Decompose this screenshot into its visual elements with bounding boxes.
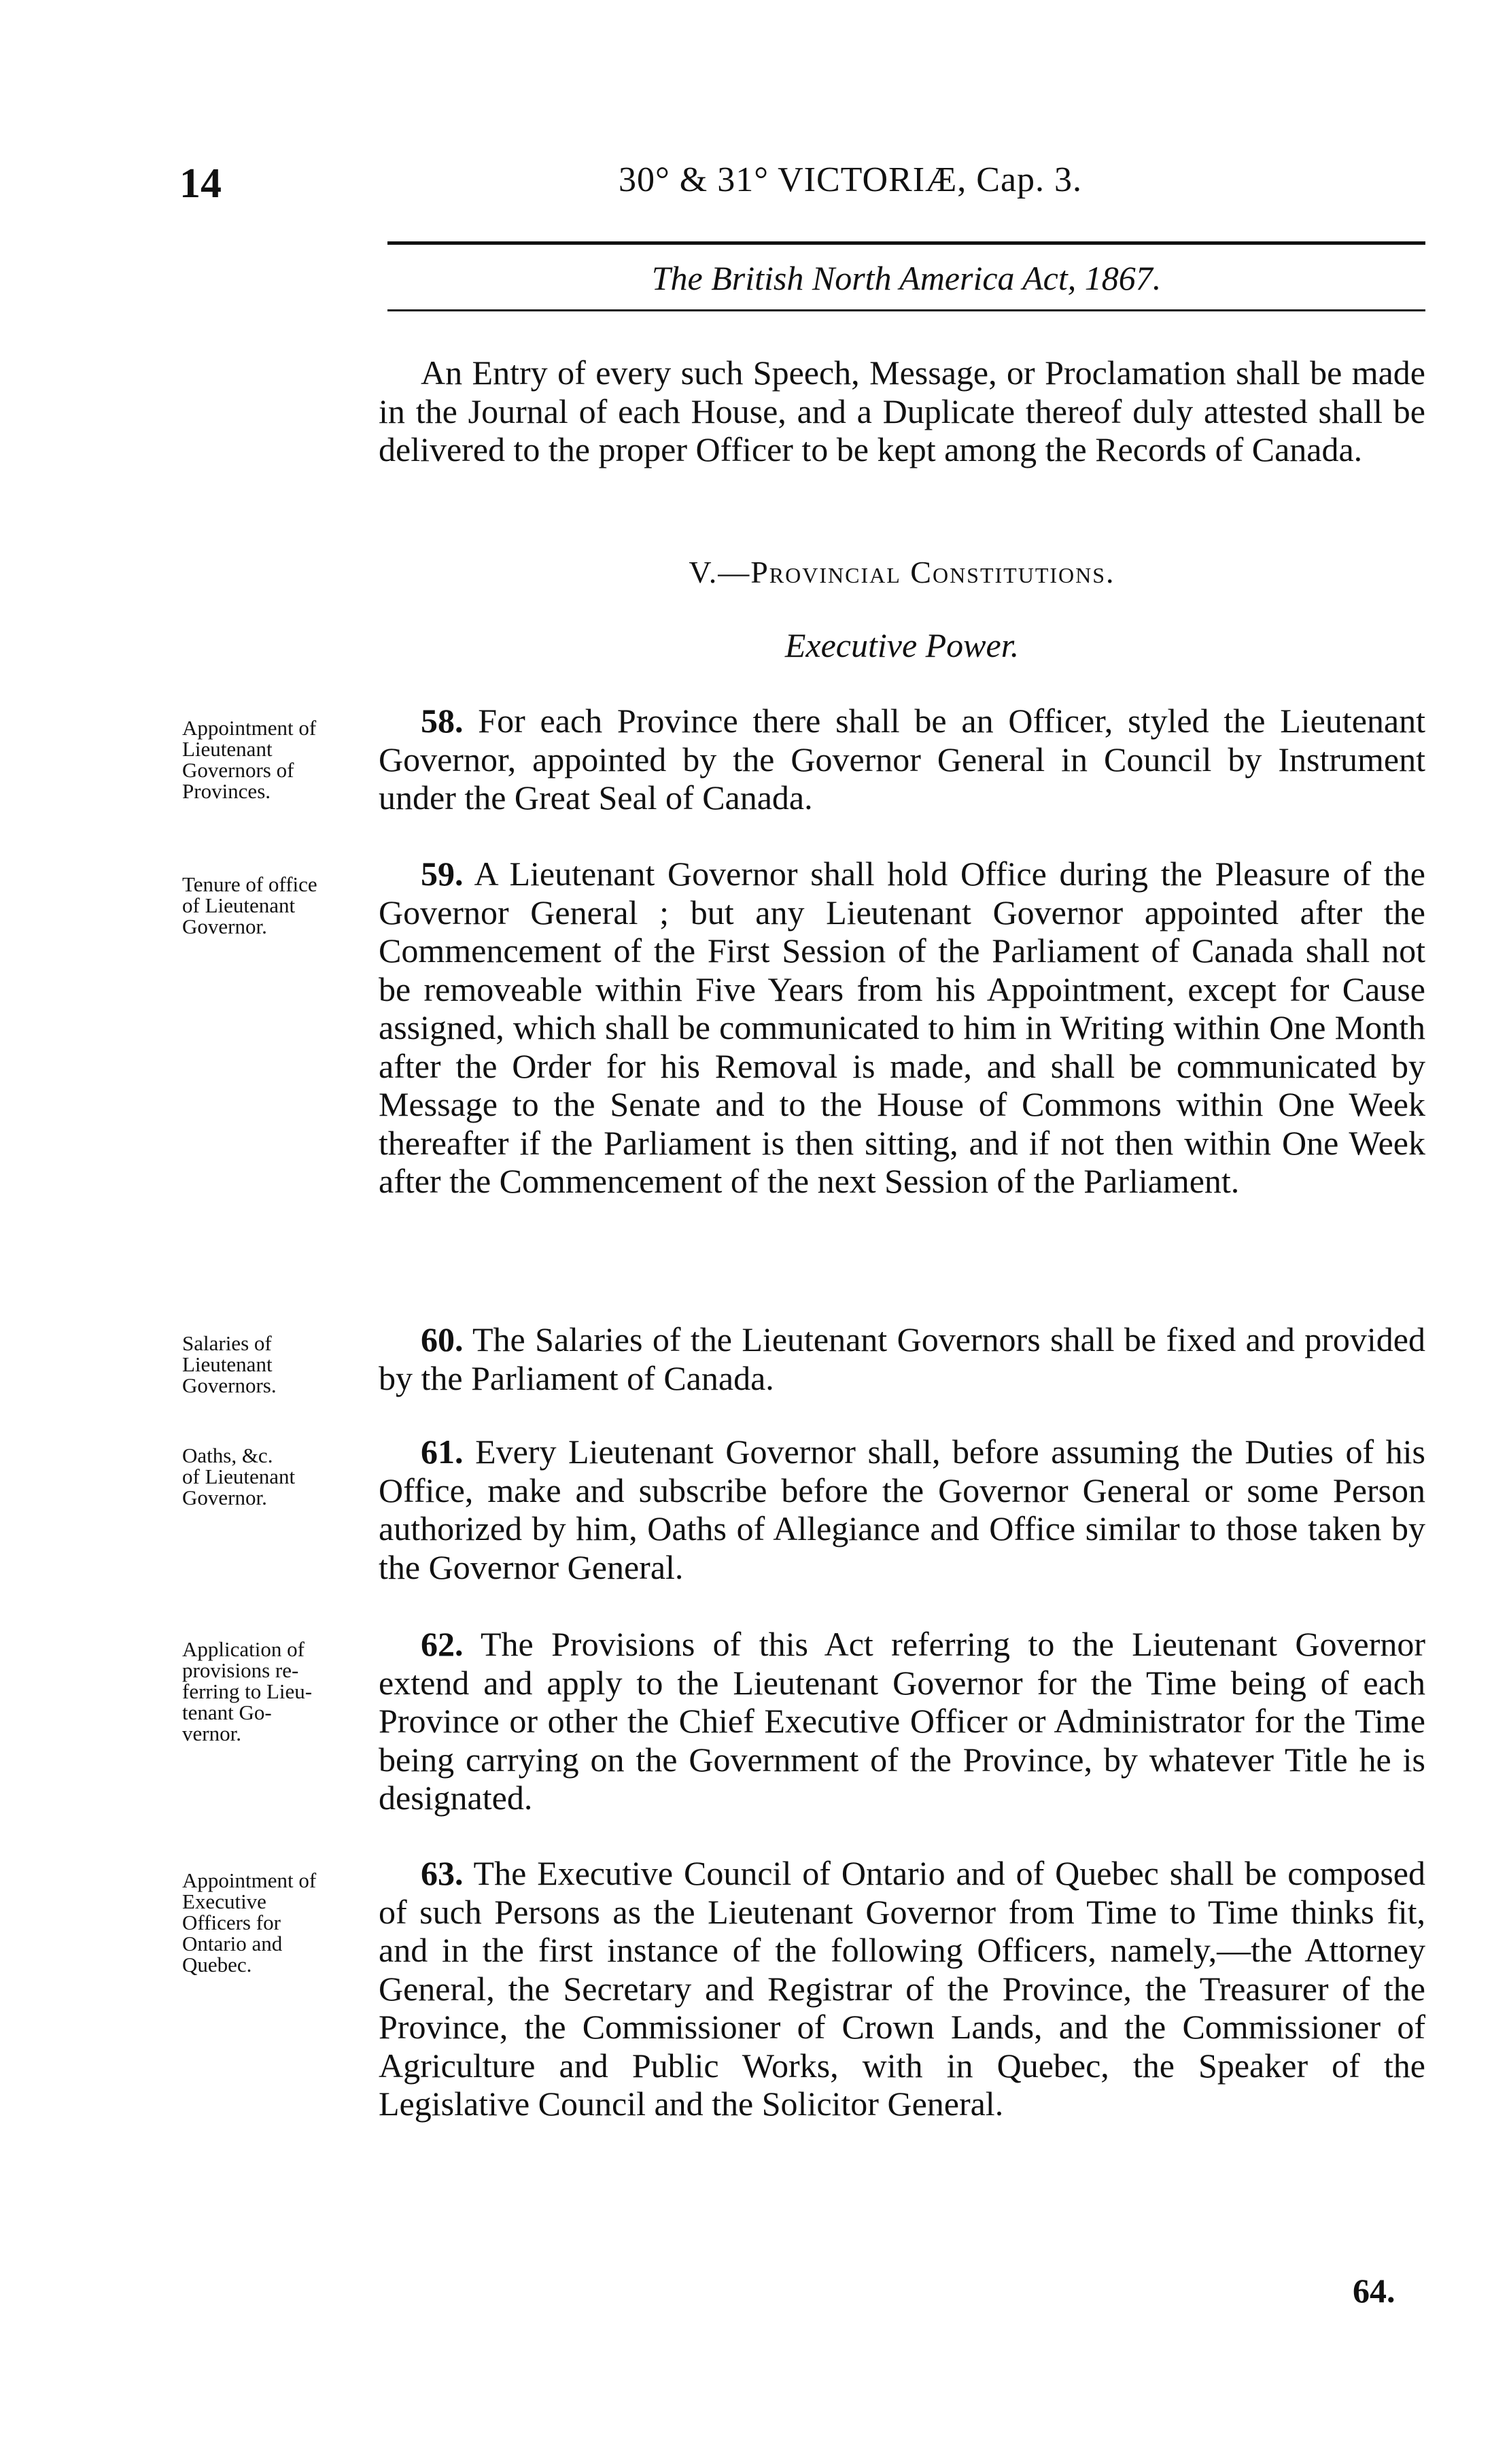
section-number: 59. <box>421 855 464 893</box>
section-text: The Provisions of this Act referring to the Lieutenant Governor extend and apply to the Lieutenant Governor for the Time being of each Province or other the Chief Executive Officer or Administrator for the Time being carrying on the Government of the Province, by whatever Title he is designated. <box>379 1625 1425 1817</box>
section-63 <box>379 1854 1425 2123</box>
section-60 <box>379 1320 1425 1397</box>
section-62 <box>379 1625 1425 1817</box>
section-number: 60. <box>421 1320 464 1358</box>
section-61 <box>379 1433 1425 1586</box>
margin-note-59: Tenure of office of Lieutenant Governor. <box>182 872 317 938</box>
section-59 <box>379 855 1425 1201</box>
section-text: For each Province there shall be an Officer, styled the Lieutenant Governor, appointed by the Governor General in Council by Instrument under the Great Seal of Canada. <box>379 702 1425 817</box>
subheading: Executive Power. <box>784 626 1020 664</box>
page-number: 14 <box>179 160 222 207</box>
intro-paragraph: An Entry of every such Speech, Message, or Proclamation shall be made in the Journal of each House, and a Duplicate thereof duly attested shall be delivered to the proper Officer to be kept among the Records of Canada. <box>379 354 1425 468</box>
running-title: 30° & 31° VICTORIÆ, Cap. 3. <box>619 160 1083 199</box>
bottom-rule <box>387 309 1425 311</box>
page-header <box>0 160 1492 207</box>
margin-note-62: Application of provisions re- ferring to Lieu- tenant Go- vernor. <box>182 1637 313 1745</box>
section-number: 63. <box>421 1854 464 1892</box>
section-heading <box>379 554 1425 590</box>
section-text: The Salaries of the Lieutenant Governors shall be fixed and provided by the Parliament of Canada. <box>379 1320 1425 1397</box>
catchword: 64. <box>1353 2272 1395 2310</box>
section-heading-title: Provincial Constitutions. <box>750 555 1115 589</box>
section-text: The Executive Council of Ontario and of Quebec shall be composed of such Persons as the Lieutenant Governor from Time to Time thinks fit, and in the first instance of the following Officers, namely,—the Attorney General, the Secretary and Registrar of the Province, the Treasurer of the Province, the Commissioner of Crown Lands, and the Commissioner of Agriculture and Public Works, with in Quebec, the Speaker of the Legislative Council and the Solicitor General. <box>379 1854 1425 2123</box>
section-text: A Lieutenant Governor shall hold Office during the Pleasure of the Governor General ; but any Lieutenant Governor appointed after the Commencement of the First Session of the Parliament of Canada shall not be removeable within Five Years from his Appointment, except for Cause assigned, which shall be communicated to him in Writing within One Month after the Order for his Removal is made, and shall be communicated by Message to the Senate and to the House of Commons within One Week thereafter if the Parliament is then sitting, and if not then within One Week after the Commencement of the next Session of the Parliament. <box>379 855 1425 1200</box>
section-number: 61. <box>421 1433 464 1471</box>
section-heading-prefix: V.— <box>689 555 751 589</box>
margin-note-58: Appointment of Lieutenant Governors of Provinces. <box>182 716 317 803</box>
section-number: 62. <box>421 1625 464 1663</box>
act-title: The British North America Act, 1867. <box>651 259 1162 297</box>
section-text: Every Lieutenant Governor shall, before assuming the Duties of his Office, make and subscribe before the Governor General or some Person authorized by him, Oaths of Allegiance and Office similar to those taken by the Governor General. <box>379 1433 1425 1586</box>
margin-note-60: Salaries of Lieutenant Governors. <box>182 1331 277 1397</box>
margin-note-63: Appointment of Executive Officers for Ontario and Quebec. <box>182 1868 317 1977</box>
section-58 <box>379 702 1425 817</box>
margin-note-61: Oaths, &c. of Lieutenant Governor. <box>182 1443 296 1509</box>
section-number: 58. <box>421 702 464 740</box>
top-rule <box>387 241 1425 245</box>
